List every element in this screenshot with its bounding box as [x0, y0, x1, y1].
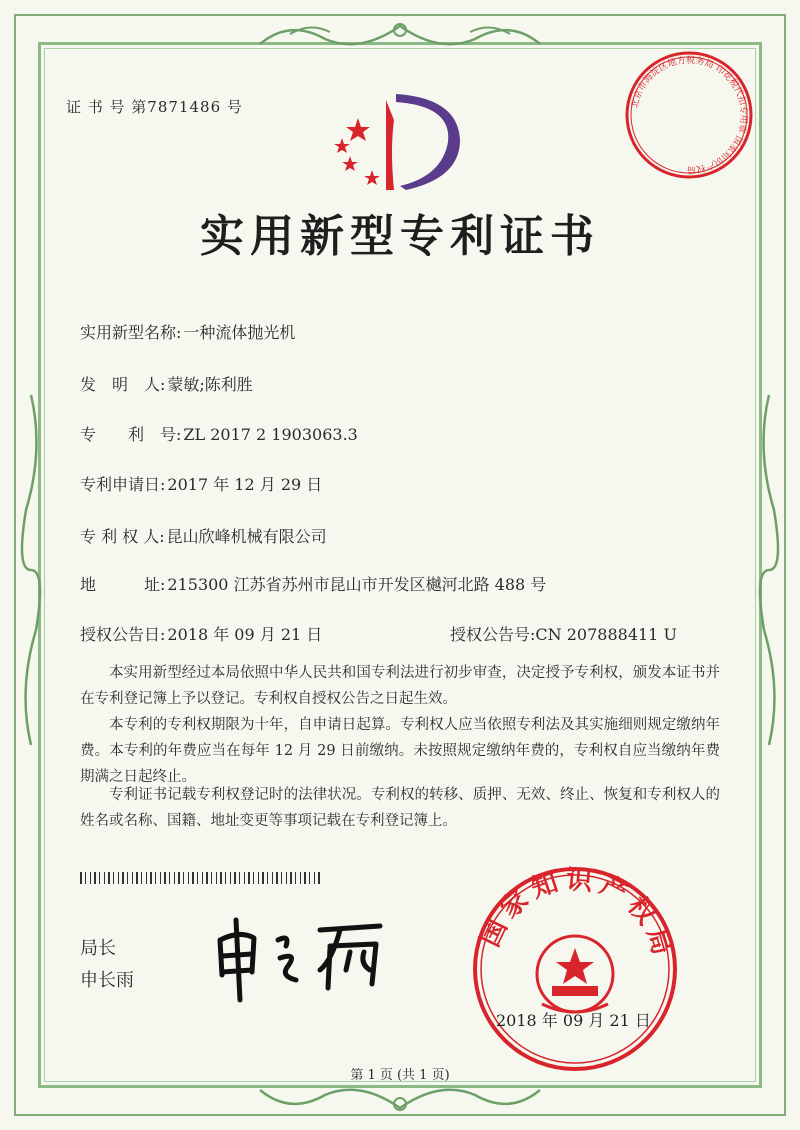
field-label: 专利申请日:: [80, 475, 166, 494]
barcode-bar: [202, 872, 203, 884]
barcode-bar: [304, 872, 306, 884]
barcode-bar: [90, 872, 91, 884]
barcode-bar: [122, 872, 124, 884]
barcode-bar: [225, 872, 226, 884]
cnipa-logo-icon: [320, 90, 470, 200]
barcode-bar: [113, 872, 114, 884]
certificate-number: 证 书 号 第7871486 号: [66, 98, 243, 116]
paragraph-term: 本专利的专利权期限为十年，自申请日起算。专利权人应当依照专利法及其实施细则规定缴纳年费。本专利的年费应当在每年 12 月 29 日前缴纳。未按照规定缴纳年费的，专利权自应当缴纳年费期满之日起终止。: [80, 717, 720, 785]
barcode-bar: [160, 872, 161, 884]
barcode-bar: [108, 872, 110, 884]
field-value: 2018 年 09 月 21 日: [167, 625, 323, 644]
page-number: 第 1 页 (共 1 页): [350, 1068, 450, 1083]
barcode-bar: [248, 872, 250, 884]
left-ornament: [14, 390, 48, 750]
barcode: [80, 872, 320, 884]
barcode-bar: [314, 872, 315, 884]
cnipa-seal: [470, 864, 680, 1074]
barcode-bar: [178, 872, 180, 884]
certificate-title: 实用新型专利证书: [200, 211, 600, 262]
barcode-bar: [272, 872, 273, 884]
field-label: 实用新型名称:: [80, 323, 182, 342]
top-ornament: [250, 14, 550, 54]
barcode-bar: [197, 872, 198, 884]
barcode-bar: [94, 872, 96, 884]
barcode-bar: [318, 872, 320, 884]
field-address: [80, 572, 546, 595]
barcode-bar: [132, 872, 133, 884]
barcode-bar: [220, 872, 222, 884]
barcode-bar: [104, 872, 105, 884]
field-label: 专 利 号:: [80, 425, 182, 444]
barcode-bar: [206, 872, 208, 884]
seal-date: 2018 年 09 月 21 日: [496, 1011, 651, 1030]
barcode-bar: [183, 872, 184, 884]
barcode-bar: [99, 872, 100, 884]
barcode-bar: [192, 872, 194, 884]
barcode-bar: [146, 872, 147, 884]
barcode-bar: [300, 872, 301, 884]
barcode-bar: [164, 872, 166, 884]
director-title: 局长: [80, 938, 116, 959]
barcode-bar: [230, 872, 231, 884]
director-name: 申长雨: [80, 970, 134, 991]
barcode-bar: [309, 872, 310, 884]
barcode-bar: [80, 872, 82, 884]
barcode-bar: [188, 872, 189, 884]
field-label: 地 址:: [80, 575, 166, 594]
field-value: 215300 江苏省苏州市昆山市开发区樾河北路 488 号: [167, 575, 547, 594]
tax-stamp-text: 北京市海淀区地方税务局 印花税代扣专用章 国家知识产权局: [630, 55, 749, 175]
barcode-bar: [211, 872, 212, 884]
barcode-bar: [216, 872, 217, 884]
field-label: 授权公告日:: [80, 625, 166, 644]
barcode-bar: [290, 872, 292, 884]
barcode-bar: [155, 872, 156, 884]
barcode-bar: [244, 872, 245, 884]
barcode-bar: [267, 872, 268, 884]
field-label: 专 利 权 人:: [80, 527, 165, 546]
barcode-bar: [141, 872, 142, 884]
bottom-ornament: [250, 1080, 550, 1120]
barcode-bar: [295, 872, 296, 884]
field-value: 一种流体抛光机: [183, 323, 296, 342]
barcode-bar: [169, 872, 170, 884]
barcode-bar: [286, 872, 287, 884]
field-value: 昆山欣峰机械有限公司: [166, 527, 327, 546]
barcode-bar: [239, 872, 240, 884]
field-value: CN 207888411 U: [535, 625, 677, 644]
field-utility-model-name: [80, 320, 295, 343]
barcode-bar: [150, 872, 152, 884]
field-value: ZL 2017 2 1903063.3: [183, 425, 358, 444]
field-patent-number: [80, 422, 358, 445]
barcode-bar: [174, 872, 175, 884]
paragraph-legal-status: 专利证书记载专利权登记时的法律状况。专利权的转移、质押、无效、终止、恢复和专利权人的姓名或名称、国籍、地址变更等事项记载在专利登记簿上。: [80, 787, 720, 829]
barcode-bar: [85, 872, 86, 884]
barcode-bar: [118, 872, 119, 884]
barcode-bar: [281, 872, 282, 884]
right-ornament: [752, 390, 786, 750]
field-publication-number: [450, 622, 677, 645]
field-label: 授权公告号:: [450, 625, 536, 644]
barcode-bar: [262, 872, 264, 884]
field-filing-date: [80, 472, 322, 495]
barcode-bar: [276, 872, 278, 884]
field-label: 发 明 人:: [80, 375, 166, 394]
field-grant-date: [80, 622, 322, 645]
field-inventor: [80, 372, 253, 395]
field-value: 2017 年 12 月 29 日: [167, 475, 323, 494]
barcode-bar: [258, 872, 259, 884]
director-signature: [200, 900, 400, 1010]
svg-text:国家知识产权局: [475, 865, 678, 964]
tax-stamp: [622, 48, 756, 182]
field-patentee: [80, 524, 327, 547]
field-value: 蒙敏;陈利胜: [167, 375, 253, 394]
barcode-bar: [127, 872, 128, 884]
barcode-bar: [234, 872, 236, 884]
barcode-bar: [253, 872, 254, 884]
seal-text: 国家知识产权局: [475, 865, 679, 964]
paragraph-grant: 本实用新型经过本局依照中华人民共和国专利法进行初步审查，决定授予专利权，颁发本证书并在专利登记簿上予以登记。专利权自授权公告之日起生效。: [80, 665, 720, 707]
barcode-bar: [136, 872, 138, 884]
